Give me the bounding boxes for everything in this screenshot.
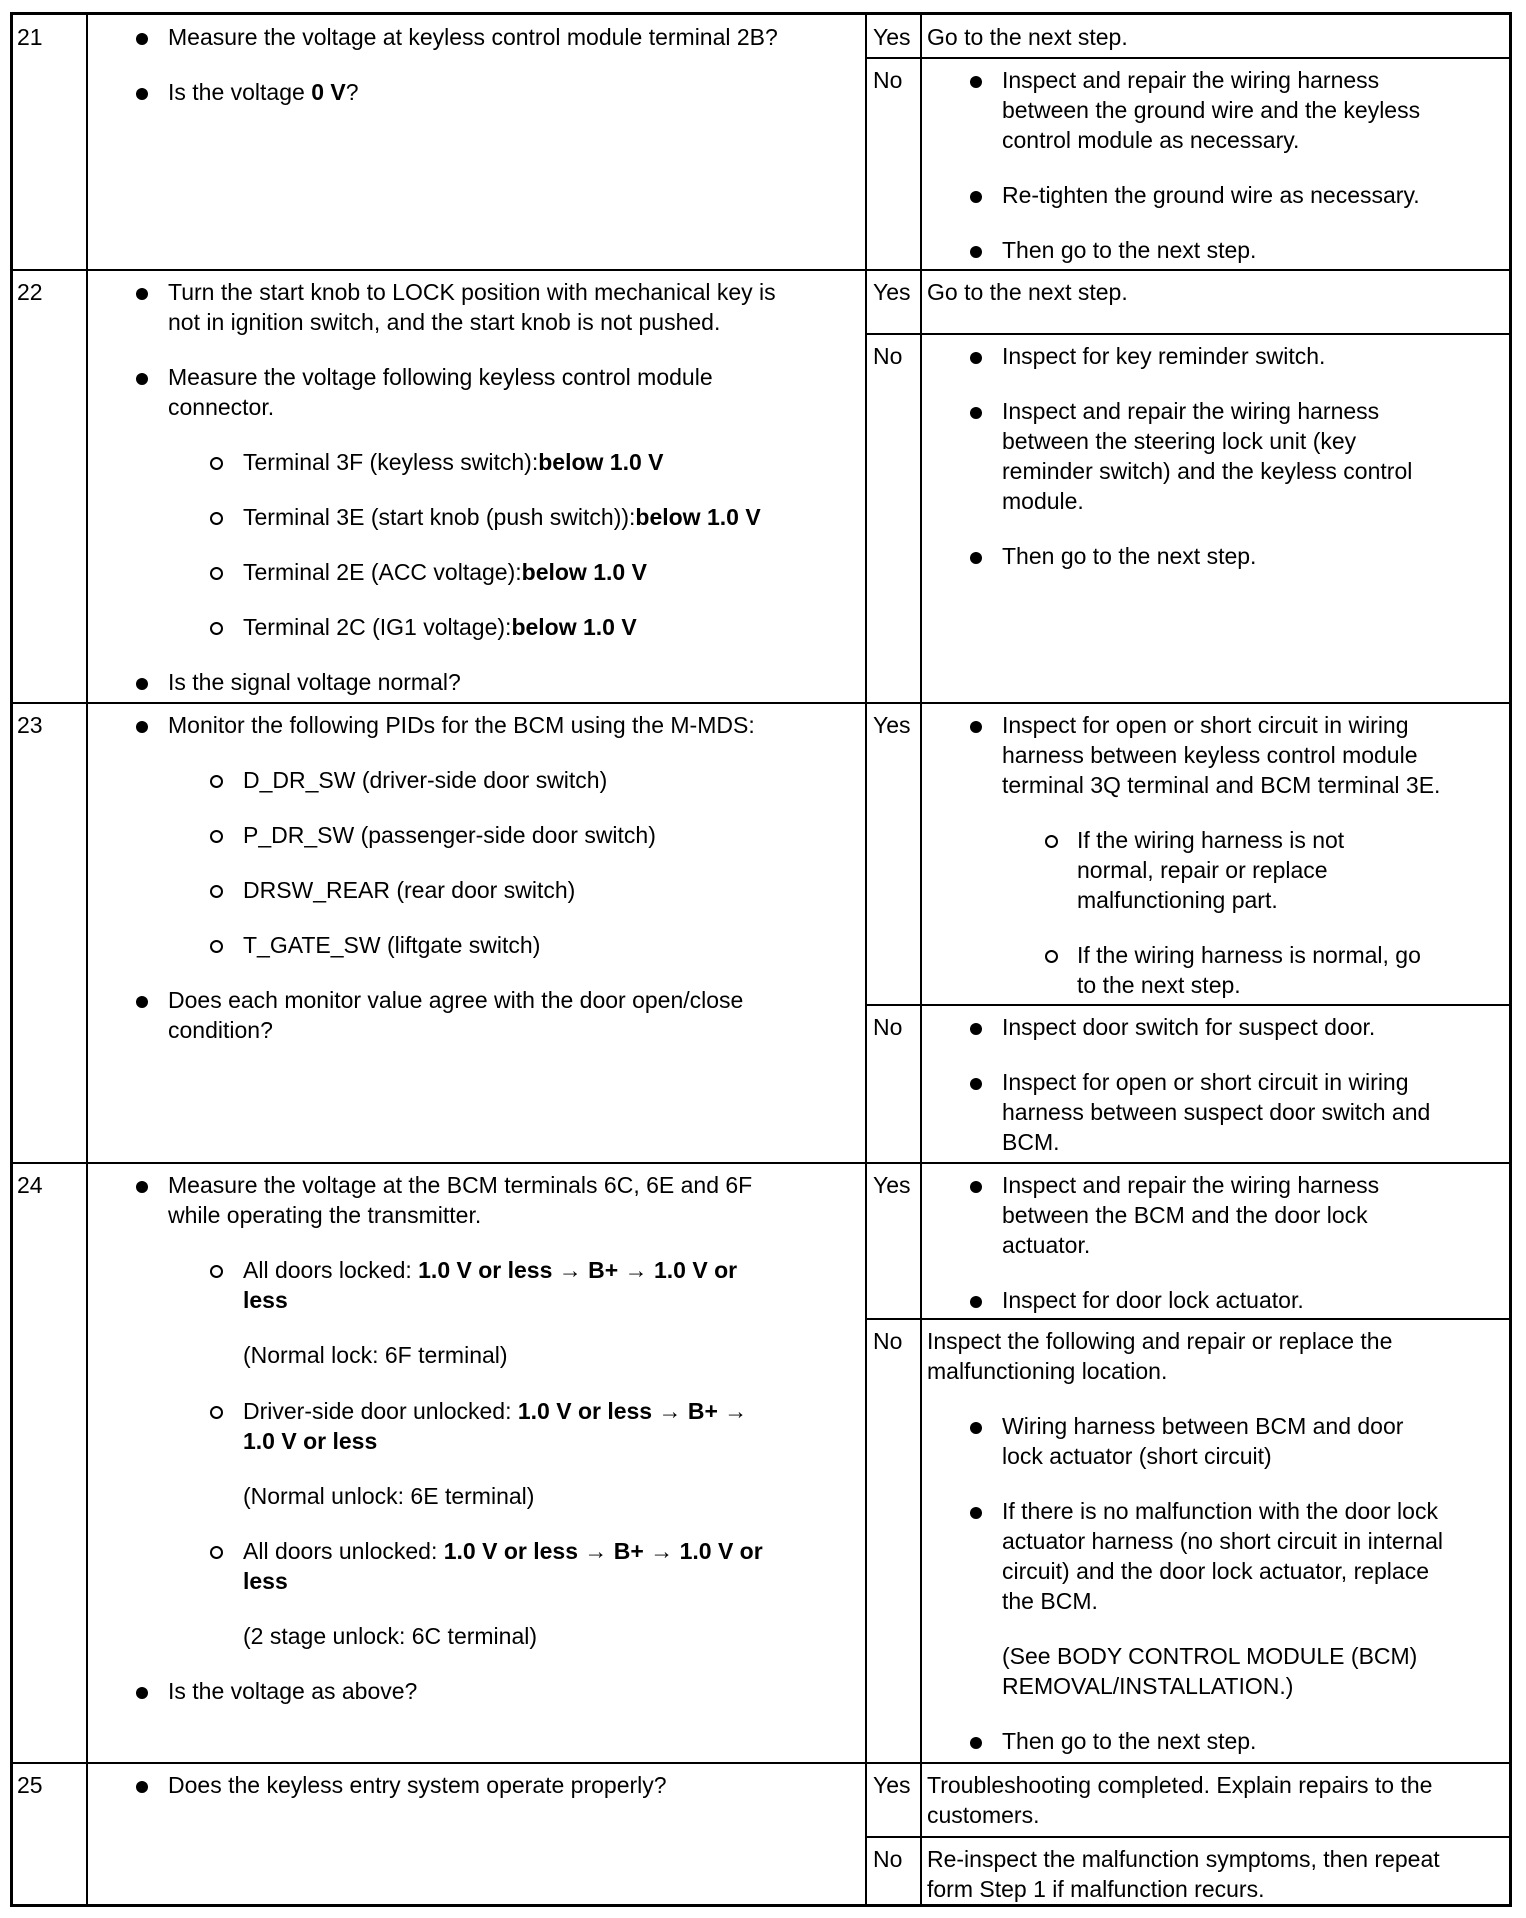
- check-item: while operating the transmitter.: [168, 1202, 482, 1228]
- yes-action: between the BCM and the door lock: [1002, 1202, 1368, 1228]
- sub-bullet-icon: [1045, 950, 1058, 963]
- step-number: 25: [17, 1772, 43, 1798]
- bullet-icon: [136, 1781, 148, 1793]
- yes-no-divider: [865, 1836, 1512, 1838]
- no-action: REMOVAL/INSTALLATION.): [1002, 1673, 1294, 1699]
- no-label: No: [873, 1846, 903, 1872]
- no-action: Re-tighten the ground wire as necessary.: [1002, 182, 1420, 208]
- no-label: No: [873, 1014, 903, 1040]
- sub-bullet-icon: [210, 457, 223, 470]
- voltage-note: (Normal unlock: 6E terminal): [243, 1483, 535, 1509]
- check-item: Turn the start knob to LOCK position with mechanical key is: [168, 279, 776, 305]
- bullet-icon: [136, 1181, 148, 1193]
- voltage-spec: All doors unlocked: 1.0 V or less → B+ → 1.0 V or: [243, 1538, 763, 1564]
- bullet-icon: [970, 1296, 982, 1308]
- step-number: 22: [17, 279, 43, 305]
- check-item: condition?: [168, 1017, 273, 1043]
- row-divider: [10, 1762, 1512, 1764]
- no-action: circuit) and the door lock actuator, replace: [1002, 1558, 1430, 1584]
- yes-action: harness between keyless control module: [1002, 742, 1418, 768]
- sub-bullet-icon: [210, 1546, 223, 1559]
- no-action: Inspect and repair the wiring harness: [1002, 398, 1380, 424]
- bullet-icon: [136, 88, 148, 100]
- sub-bullet-icon: [210, 622, 223, 635]
- yes-action: If the wiring harness is normal, go: [1077, 942, 1421, 968]
- yes-label: Yes: [873, 279, 911, 305]
- bullet-icon: [136, 33, 148, 45]
- no-action: harness between suspect door switch and: [1002, 1099, 1431, 1125]
- voltage-spec: Driver-side door unlocked: 1.0 V or less → B+ →: [243, 1398, 748, 1424]
- yes-action: customers.: [927, 1802, 1040, 1828]
- yes-action: Inspect for door lock actuator.: [1002, 1287, 1304, 1313]
- no-action: Re-inspect the malfunction symptoms, then repeat: [927, 1846, 1440, 1872]
- sub-bullet-icon: [1045, 835, 1058, 848]
- bullet-icon: [136, 721, 148, 733]
- no-action: Inspect for key reminder switch.: [1002, 343, 1326, 369]
- no-action: actuator harness (no short circuit in internal: [1002, 1528, 1444, 1554]
- no-action: the BCM.: [1002, 1588, 1098, 1614]
- bullet-icon: [970, 352, 982, 364]
- no-label: No: [873, 1328, 903, 1354]
- no-action: Then go to the next step.: [1002, 543, 1257, 569]
- voltage-note: (Normal lock: 6F terminal): [243, 1342, 508, 1368]
- yes-no-divider: [865, 1004, 1512, 1006]
- yes-action: Go to the next step.: [927, 279, 1128, 305]
- pid-item: P_DR_SW (passenger-side door switch): [243, 822, 656, 848]
- yes-action: Troubleshooting completed. Explain repairs to the: [927, 1772, 1433, 1798]
- check-item: Measure the voltage at the BCM terminals 6C, 6E and 6F: [168, 1172, 753, 1198]
- yes-action: Go to the next step.: [927, 24, 1128, 50]
- bullet-icon: [970, 1422, 982, 1434]
- no-action: Inspect and repair the wiring harness: [1002, 67, 1380, 93]
- no-action: Inspect for open or short circuit in wiring: [1002, 1069, 1409, 1095]
- yes-label: Yes: [873, 24, 911, 50]
- no-action: lock actuator (short circuit): [1002, 1443, 1272, 1469]
- check-item: Is the voltage 0 V?: [168, 79, 359, 105]
- yes-action: terminal 3Q terminal and BCM terminal 3E.: [1002, 772, 1441, 798]
- bullet-icon: [970, 246, 982, 258]
- sub-bullet-icon: [210, 1265, 223, 1278]
- yes-action: Inspect and repair the wiring harness: [1002, 1172, 1380, 1198]
- terminal-spec: Terminal 2C (IG1 voltage):below 1.0 V: [243, 614, 637, 640]
- row-divider: [10, 1162, 1512, 1164]
- column-divider-result: [865, 12, 867, 1907]
- no-action: (See BODY CONTROL MODULE (BCM): [1002, 1643, 1418, 1669]
- yes-label: Yes: [873, 1772, 911, 1798]
- bullet-icon: [136, 1687, 148, 1699]
- yes-action: Inspect for open or short circuit in wiring: [1002, 712, 1409, 738]
- column-divider-step: [86, 12, 88, 1907]
- no-action: reminder switch) and the keyless control: [1002, 458, 1413, 484]
- yes-action: If the wiring harness is not: [1077, 827, 1345, 853]
- bullet-icon: [136, 996, 148, 1008]
- bullet-icon: [970, 721, 982, 733]
- step-number: 23: [17, 712, 43, 738]
- check-item: Measure the voltage following keyless control module: [168, 364, 713, 390]
- no-action: between the steering lock unit (key: [1002, 428, 1357, 454]
- bullet-icon: [970, 407, 982, 419]
- yes-no-divider: [865, 1318, 1512, 1320]
- bullet-icon: [970, 1507, 982, 1519]
- sub-bullet-icon: [210, 885, 223, 898]
- no-action: Then go to the next step.: [1002, 1728, 1257, 1754]
- sub-bullet-icon: [210, 940, 223, 953]
- bullet-icon: [970, 76, 982, 88]
- sub-bullet-icon: [210, 512, 223, 525]
- voltage-spec: 1.0 V or less: [243, 1428, 378, 1454]
- no-action: form Step 1 if malfunction recurs.: [927, 1876, 1265, 1902]
- bullet-icon: [970, 191, 982, 203]
- terminal-spec: Terminal 3E (start knob (push switch)):below 1.0 V: [243, 504, 761, 530]
- check-item: Is the voltage as above?: [168, 1678, 418, 1704]
- no-action: Inspect the following and repair or replace the: [927, 1328, 1393, 1354]
- voltage-spec: less: [243, 1287, 288, 1313]
- bullet-icon: [970, 1181, 982, 1193]
- check-item: Does each monitor value agree with the door open/close: [168, 987, 744, 1013]
- sub-bullet-icon: [210, 567, 223, 580]
- sub-bullet-icon: [210, 1406, 223, 1419]
- no-action: BCM.: [1002, 1129, 1060, 1155]
- sub-bullet-icon: [210, 830, 223, 843]
- check-item: connector.: [168, 394, 275, 420]
- yes-label: Yes: [873, 1172, 911, 1198]
- check-item: not in ignition switch, and the start knob is not pushed.: [168, 309, 721, 335]
- row-divider: [10, 702, 1512, 704]
- bullet-icon: [970, 1737, 982, 1749]
- no-action: control module as necessary.: [1002, 127, 1300, 153]
- no-action: module.: [1002, 488, 1084, 514]
- bullet-icon: [136, 678, 148, 690]
- no-action: Inspect door switch for suspect door.: [1002, 1014, 1376, 1040]
- terminal-spec: Terminal 2E (ACC voltage):below 1.0 V: [243, 559, 647, 585]
- yes-action: to the next step.: [1077, 972, 1241, 998]
- check-item: Is the signal voltage normal?: [168, 669, 461, 695]
- step-number: 21: [17, 24, 43, 50]
- yes-action: malfunctioning part.: [1077, 887, 1278, 913]
- no-action: malfunctioning location.: [927, 1358, 1168, 1384]
- yes-action: actuator.: [1002, 1232, 1091, 1258]
- no-action: If there is no malfunction with the door lock: [1002, 1498, 1438, 1524]
- no-action: between the ground wire and the keyless: [1002, 97, 1421, 123]
- check-item: Measure the voltage at keyless control module terminal 2B?: [168, 24, 778, 50]
- pid-item: T_GATE_SW (liftgate switch): [243, 932, 541, 958]
- column-divider-action: [920, 12, 922, 1907]
- check-item: Monitor the following PIDs for the BCM using the M-MDS:: [168, 712, 755, 738]
- bullet-icon: [136, 373, 148, 385]
- no-label: No: [873, 343, 903, 369]
- check-item: Does the keyless entry system operate properly?: [168, 1772, 667, 1798]
- yes-no-divider: [865, 57, 1512, 59]
- no-action: Wiring harness between BCM and door: [1002, 1413, 1404, 1439]
- no-action: Then go to the next step.: [1002, 237, 1257, 263]
- pid-item: DRSW_REAR (rear door switch): [243, 877, 576, 903]
- voltage-spec: All doors locked: 1.0 V or less → B+ → 1.0 V or: [243, 1257, 738, 1283]
- pid-item: D_DR_SW (driver-side door switch): [243, 767, 608, 793]
- terminal-spec: Terminal 3F (keyless switch):below 1.0 V: [243, 449, 664, 475]
- voltage-spec: less: [243, 1568, 288, 1594]
- row-divider: [10, 269, 1512, 271]
- voltage-note: (2 stage unlock: 6C terminal): [243, 1623, 538, 1649]
- sub-bullet-icon: [210, 775, 223, 788]
- step-number: 24: [17, 1172, 43, 1198]
- yes-action: normal, repair or replace: [1077, 857, 1328, 883]
- bullet-icon: [970, 1078, 982, 1090]
- no-label: No: [873, 67, 903, 93]
- bullet-icon: [970, 1023, 982, 1035]
- yes-label: Yes: [873, 712, 911, 738]
- bullet-icon: [970, 552, 982, 564]
- bullet-icon: [136, 288, 148, 300]
- yes-no-divider: [865, 333, 1512, 335]
